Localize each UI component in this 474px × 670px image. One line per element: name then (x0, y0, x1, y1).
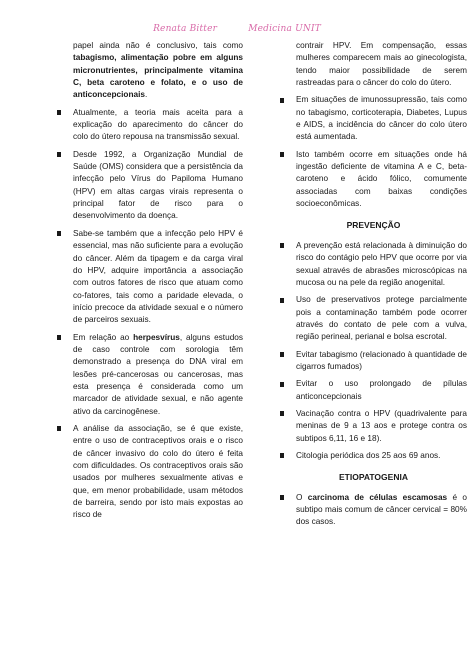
bullet-text: Vacinação contra o HPV (quadrivalente para meninas de 9 a 13 aos e protege contra os subtipos 6,11, 16 e 18). (296, 408, 467, 443)
bullet-icon (57, 110, 61, 115)
bullet-item (280, 149, 467, 211)
section-heading-prevencao: PREVENÇÃO (346, 220, 401, 231)
bullet-text: A prevenção está relacionada à diminuição do risco do contágio pelo HPV que ocorre por via sexual através de abrasões microscópicas na mucosa ou na pele da região anogenital. (296, 240, 467, 287)
bullet-item (280, 240, 467, 289)
paragraph-end: . (144, 90, 148, 100)
bullet-text: Sabe-se também que a infecção pelo HPV é essencial, mas não suficiente para a evolução do câncer. Além da tipagem e da carga viral do HPV, adquire importância a associação com outros fatores de risco que atuam como co-fatores, tais como a paridade elevada, o início precoce da atividade sexual e o número de parceiros sexuais. (73, 228, 243, 325)
bullet-text: Atualmente, a teoria mais aceita para a explicação do aparecimento do câncer do colo do útero repousa na transmissão sexual. (73, 107, 243, 142)
right-column (280, 40, 467, 534)
bullet-icon (280, 411, 284, 416)
bullet-icon (280, 298, 284, 303)
bullet-text: Isto também ocorre em situações onde há ingestão deficiente de vitamina A e C, beta-caroteno e ácido fólico, comumente associadas com baixas condições socioeconômicas. (296, 149, 467, 209)
bold-carcinoma: carcinoma de células escamosas (307, 492, 448, 502)
bullet-icon (280, 495, 284, 500)
bullet-text: Desde 1992, a Organização Mundial de Saúde (OMS) considera que a persistência da infecção pelo Vírus do Papiloma Humano (HPV) em altas cargas virais representa o principal fator de risco para o desenvolvimento da doença. (73, 149, 243, 221)
bullet-text-pre: Em relação ao (73, 332, 130, 342)
bullet-item (57, 107, 243, 144)
bullet-icon (280, 352, 284, 357)
bullet-item (280, 94, 467, 143)
bullet-text-post: , alguns estudos de caso controle com sorologia têm demonstrado a presença do DNA viral em lesões pré-cancerosas ou cancerosas, mas esta presença é considerada como um marcador de atividade sexual, e não agente ativo da carcinogênese. (73, 332, 243, 416)
bullet-text: Evitar tabagismo (relacionado à quantidade de cigarros fumados) (296, 349, 467, 371)
continued-paragraph (57, 40, 243, 102)
bullet-item (280, 408, 467, 445)
bullet-text: Citologia periódica dos 25 aos 69 anos. (296, 450, 441, 460)
bullet-item (57, 423, 243, 522)
bullet-text: A análise da associação, se é que existe, entre o uso de contraceptivos orais e o risco de câncer invasivo do colo do útero é feita com dificuldades. Os contraceptivos orais são usados por mulheres sexualmente ativas e que, em menor probabilidade, usam métodos de barreira, sendo por isto mais expostas ao risco de (73, 423, 243, 520)
course-name: Medicina UNIT (248, 24, 321, 34)
bullet-icon (57, 152, 61, 157)
paragraph-text: contrair HPV. Em compensação, essas mulheres comparecem mais ao ginecologista, tendo maior possibilidade de serem rastreadas para o câncer do colo do útero. (296, 41, 467, 88)
bullet-icon (280, 152, 284, 157)
bullet-text-pre: O (296, 492, 303, 502)
bullet-icon (57, 426, 61, 431)
bullet-item (280, 450, 467, 462)
bold-risk-factors: tabagismo, alimentação pobre em alguns micronutrientes, principalmente vitamina C, beta caroteno e folato, e o uso de anticoncepcionais (73, 53, 243, 100)
bullet-icon (57, 231, 61, 236)
continued-paragraph (280, 40, 467, 89)
page-header (0, 24, 474, 34)
bullet-text-post: é o subtipo mais comum de câncer cervical = 80% dos casos. (296, 492, 468, 527)
bullet-icon (280, 453, 284, 458)
bullet-icon (280, 98, 284, 103)
left-column (57, 40, 243, 527)
section-heading-etiopatogenia: ETIOPATOGENIA (339, 472, 408, 483)
paragraph-text: papel ainda não é conclusivo, tais como (73, 41, 243, 50)
bullet-item (280, 349, 467, 374)
bullet-item (280, 378, 467, 403)
bullet-icon (280, 243, 284, 248)
bullet-text: Em situações de imunossupressão, tais como no tabagismo, corticoterapia, Diabetes, Lupus e AIDS, a incidência do câncer do colo útero está aumentada. (296, 95, 467, 142)
bold-herpesvirus: herpesvírus (133, 332, 180, 342)
bullet-text: Uso de preservativos protege parcialmente pois a contaminação também pode ocorrer através do contato de pele com a vulva, região perineal, perianal e bolsa escrotal. (296, 295, 467, 342)
bullet-item (280, 492, 467, 529)
bullet-item (280, 294, 467, 343)
bullet-icon (280, 382, 284, 387)
bullet-icon (57, 335, 61, 340)
bullet-text: Evitar o uso prolongado de pílulas anticoncepcionais (296, 379, 467, 401)
bullet-item (57, 332, 243, 418)
author-name: Renata Bitter (153, 24, 218, 34)
bullet-item (57, 149, 243, 223)
bullet-item (57, 228, 243, 327)
